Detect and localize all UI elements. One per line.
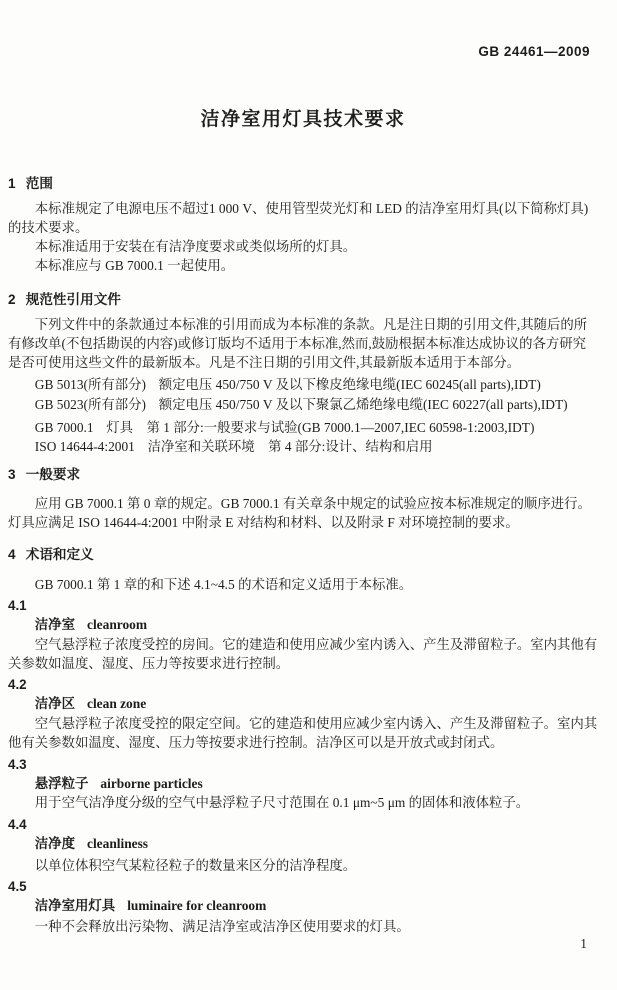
term-definition: 以单位体积空气某粒径粒子的数量来区分的洁净程度。 <box>34 858 357 873</box>
term-definition: 一种不会释放出污染物、满足洁净室或洁净区使用要求的灯具。 <box>34 919 410 934</box>
paragraph: 本标准应与 GB 7000.1 一起使用。 <box>34 258 235 273</box>
section-number: 3 <box>8 467 16 482</box>
paragraph: 本标准规定了电源电压不超过1 000 V、使用管型荧光灯和 LED 的洁净室用灯具(以下简称灯具)的技术要求。 <box>8 201 589 235</box>
term-number: 4.4 <box>8 817 27 832</box>
reference-title: 灯具 第 1 部分:一般要求与试验(GB 7000.1—2007,IEC 60598-1:2003,IDT) <box>106 420 535 435</box>
paragraph: 本标准适用于安装在有洁净度要求或类似场所的灯具。 <box>34 239 357 254</box>
term-number: 4.5 <box>8 879 27 894</box>
section-label: 术语和定义 <box>25 547 94 562</box>
section-heading-4 <box>8 545 598 564</box>
page-number: 1 <box>580 936 587 951</box>
section-heading-1 <box>8 174 598 193</box>
reference-item <box>8 375 598 394</box>
term-zh: 洁净区 <box>34 696 75 711</box>
reference-title: 额定电压 450/750 V 及以下聚氯乙烯绝缘电缆(IEC 60227(all parts),IDT) <box>158 397 568 412</box>
term-definition: 空气悬浮粒子浓度受控的房间。它的建造和使用应减少室内诱入、产生及滞留粒子。室内其他有关参数如温度、湿度、压力等按要求进行控制。 <box>8 637 598 671</box>
term-definition: 空气悬浮粒子浓度受控的限定空间。它的建造和使用应减少室内诱入、产生及滞留粒子。室内其他有关参数如温度、湿度、压力等按要求进行控制。洁净区可以是开放式或封闭式。 <box>8 716 598 750</box>
section-heading-2 <box>8 290 598 309</box>
reference-item <box>8 395 598 414</box>
reference-title: 额定电压 450/750 V 及以下橡皮绝缘电缆(IEC 60245(all parts),IDT) <box>158 377 541 392</box>
reference-title: 洁净室和关联环境 第 4 部分:设计、结构和启用 <box>147 439 433 454</box>
term-zh: 悬浮粒子 <box>34 776 89 791</box>
term-line <box>8 774 598 793</box>
reference-item <box>8 437 598 456</box>
term-en: airborne particles <box>100 776 203 791</box>
term-number: 4.2 <box>8 677 27 692</box>
term-zh: 洁净室 <box>34 617 75 632</box>
term-line <box>8 834 598 853</box>
reference-code: ISO 14644-4:2001 <box>34 439 135 454</box>
reference-code: GB 5013(所有部分) <box>34 377 147 392</box>
section-label: 范围 <box>25 176 53 191</box>
paragraph: 下列文件中的条款通过本标准的引用而成为本标准的条款。凡是注日期的引用文件,其随后的所有修改单(不包括勘误的内容)或修订版均不适用于本标准,然而,鼓励根据本标准达成协议的各方研究是否可使用这些文件的最新版本。凡是不注日期的引用文件,其最新版本适用于本部分。 <box>8 317 588 370</box>
term-number: 4.1 <box>8 598 27 613</box>
term-line <box>8 896 598 915</box>
term-en: clean zone <box>87 696 147 711</box>
term-zh: 洁净室用灯具 <box>34 898 116 913</box>
standard-number: GB 24461—2009 <box>478 44 590 59</box>
term-zh: 洁净度 <box>34 836 75 851</box>
paragraph: GB 7000.1 第 1 章的和下述 4.1~4.5 的术语和定义适用于本标准。 <box>34 577 413 592</box>
section-heading-3 <box>8 465 598 484</box>
document-title: 洁净室用灯具技术要求 <box>200 109 406 130</box>
paragraph: 应用 GB 7000.1 第 0 章的规定。GB 7000.1 有关章条中规定的试验应按本标准规定的顺序进行。灯具应满足 ISO 14644-4:2001 中附录 E 对结构和材料、以及附录 F 对环境控制的要求。 <box>8 496 591 530</box>
term-en: cleanroom <box>87 617 148 632</box>
term-number: 4.3 <box>8 757 27 772</box>
term-en: luminaire for cleanroom <box>127 898 267 913</box>
reference-code: GB 7000.1 <box>34 420 94 435</box>
section-label: 一般要求 <box>25 467 81 482</box>
term-definition: 用于空气洁净度分级的空气中悬浮粒子尺寸范围在 0.1 μm~5 μm 的固体和液体粒子。 <box>34 795 530 810</box>
section-number: 4 <box>8 547 16 562</box>
section-number: 2 <box>8 292 16 307</box>
term-en: cleanliness <box>87 836 149 851</box>
section-number: 1 <box>8 176 16 191</box>
term-line <box>8 694 598 713</box>
section-label: 规范性引用文件 <box>25 292 121 307</box>
reference-code: GB 5023(所有部分) <box>34 397 147 412</box>
term-line <box>8 615 598 634</box>
reference-item <box>8 418 598 437</box>
